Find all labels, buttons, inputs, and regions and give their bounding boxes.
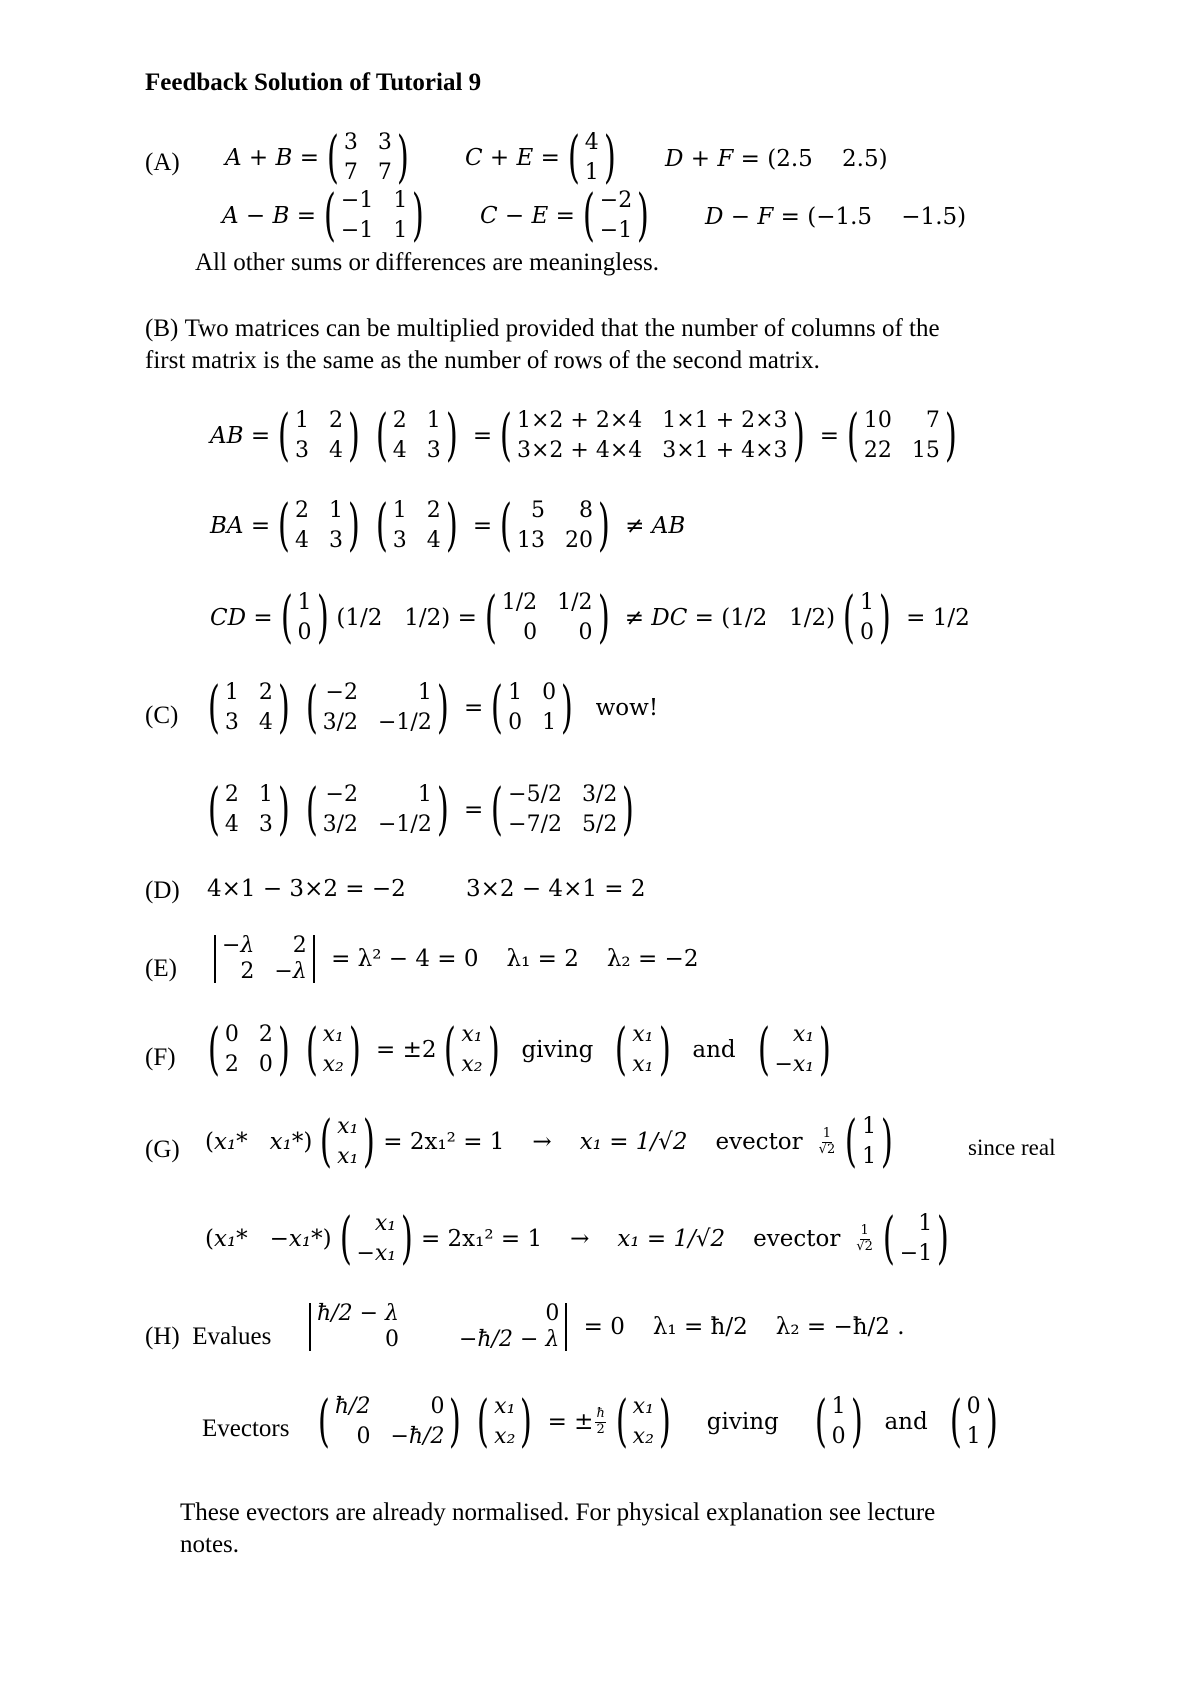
lambda1-e: λ₁ = 2 <box>506 945 579 972</box>
g2-result: = 2x₁² = 1 <box>420 1225 543 1252</box>
text-b-line1: Two matrices can be multiplied provided that the number of columns of the <box>184 315 940 342</box>
eq-g2: ( x₁* −x₁* ) ( x₁ −x₁ ) = 2x₁² = 1 → x₁ = 1/√2 evector $\frac{1}{√2}$ ( 1 −1 ) <box>205 1206 950 1271</box>
g2-x1: x₁ = 1/√2 <box>617 1225 726 1252</box>
lambda2-h: λ₂ = −ħ/2 . <box>775 1313 905 1340</box>
eq-c1: ( 1 2 3 4 ) ( −2 1 3/2 −1/2 ) = ( 1 0 0 1 ) wow! <box>207 675 659 740</box>
closing-line2: notes. <box>180 1531 240 1558</box>
g1-result: = 2x₁² = 1 <box>383 1128 505 1155</box>
and-h: and <box>884 1408 928 1435</box>
label-f: (F) <box>145 1044 176 1071</box>
eq-ba: BA = ( 2 1 4 3 ) ( 1 2 3 4 ) = ( 5 8 13 20 ) ≠ AB <box>210 493 686 558</box>
eq-e: −λ 2 2 −λ = λ² − 4 = 0 λ₁ = 2 λ₂ = −2 <box>205 935 698 983</box>
and-f: and <box>692 1036 736 1063</box>
eq-d2: 3×2 − 4×1 = 2 <box>466 876 646 902</box>
eq-d-minus-f: D − F = (−1.5 −1.5) <box>705 204 967 230</box>
g2-arrow: → <box>570 1225 590 1252</box>
eq-c2: ( 2 1 4 3 ) ( −2 1 3/2 −1/2 ) = ( −5/2 3/2 −7/2 5/2 ) <box>207 777 635 842</box>
label-c: (C) <box>145 702 179 729</box>
eq-cd: CD = ( 1 0 ) (1/2 1/2) = ( 1/2 1/2 0 0 ) ≠ DC = (1/2 1/2) ( 1 0 ) = 1/2 <box>210 585 970 650</box>
page-title: Feedback Solution of Tutorial 9 <box>145 69 482 96</box>
giving-f: giving <box>521 1036 594 1063</box>
eq-a-plus-b: A + B = ( 3 3 7 7 ) <box>225 125 409 190</box>
since-real-text: since real <box>968 1135 1056 1160</box>
lambda1-h: λ₁ = ħ/2 <box>652 1313 748 1340</box>
eq-c-minus-e: C − E = ( −2 −1 ) <box>480 183 650 248</box>
paragraph-b-line1 <box>145 316 940 341</box>
closing-line1: These evectors are already normalised. For physical explanation see lecture <box>180 1499 936 1526</box>
note-a: All other sums or differences are meaningless. <box>195 249 659 276</box>
label-h-tag: (H) <box>145 1323 180 1350</box>
g1-arrow: → <box>532 1128 552 1155</box>
eq-h-rhs: = 0 <box>583 1313 625 1340</box>
label-g: (G) <box>145 1136 180 1163</box>
evalues-text: Evalues <box>192 1323 272 1350</box>
label-b: (B) <box>145 315 179 342</box>
eq-a-minus-b: A − B = ( −1 1 −1 1 ) <box>222 183 425 248</box>
lambda2-e: λ₂ = −2 <box>606 945 699 972</box>
eq-d-plus-f: D + F = (2.5 2.5) <box>665 146 888 172</box>
label-h <box>145 1324 271 1349</box>
eq-ab: AB = ( 1 2 3 4 ) ( 2 1 4 3 ) = ( 1×2 + 2×4 1×1 + 2×3 3×2 + 4×4 3×1 + 4×3 ) = ( 10 7 22 15 ) <box>210 403 957 468</box>
eq-d1: 4×1 − 3×2 = −2 <box>207 876 406 902</box>
eq-h-evec: ( ħ/2 0 0 −ħ/2 ) ( x₁ x₂ ) = ± $\frac{ħ}{2}$ ( x₁ x₂ ) giving ( 1 0 ) and ( 0 1 ) <box>317 1389 998 1454</box>
evectors-text: Evectors <box>202 1415 290 1442</box>
wow-text: wow! <box>595 694 659 721</box>
label-e: (E) <box>145 955 177 982</box>
label-a: (A) <box>145 149 180 176</box>
eq-g1: ( x₁* x₁* ) ( x₁ x₁ ) = 2x₁² = 1 → x₁ = 1/√2 evector $\frac{1}{√2}$ ( 1 1 ) <box>205 1109 894 1174</box>
giving-h: giving <box>706 1408 779 1435</box>
paragraph-b-line2: first matrix is the same as the number of rows of the second matrix. <box>145 347 820 374</box>
g1-x1: x₁ = 1/√2 <box>579 1128 688 1155</box>
eq-f: ( 0 2 2 0 ) ( x₁ x₂ ) = ±2 ( x₁ x₂ ) giving ( x₁ x₁ ) and ( x₁ −x₁ ) <box>207 1017 832 1082</box>
eq-c-plus-e: C + E = ( 4 1 ) <box>465 125 616 190</box>
eq-e-rhs: = λ² − 4 = 0 <box>331 945 479 972</box>
g1-evector: evector <box>715 1128 803 1155</box>
g2-evector: evector <box>753 1225 841 1252</box>
label-d: (D) <box>145 877 180 904</box>
eq-h-det: ħ/2 − λ 0 0 −ħ/2 − λ = 0 λ₁ = ħ/2 λ₂ = −ħ/2 . <box>300 1303 905 1351</box>
